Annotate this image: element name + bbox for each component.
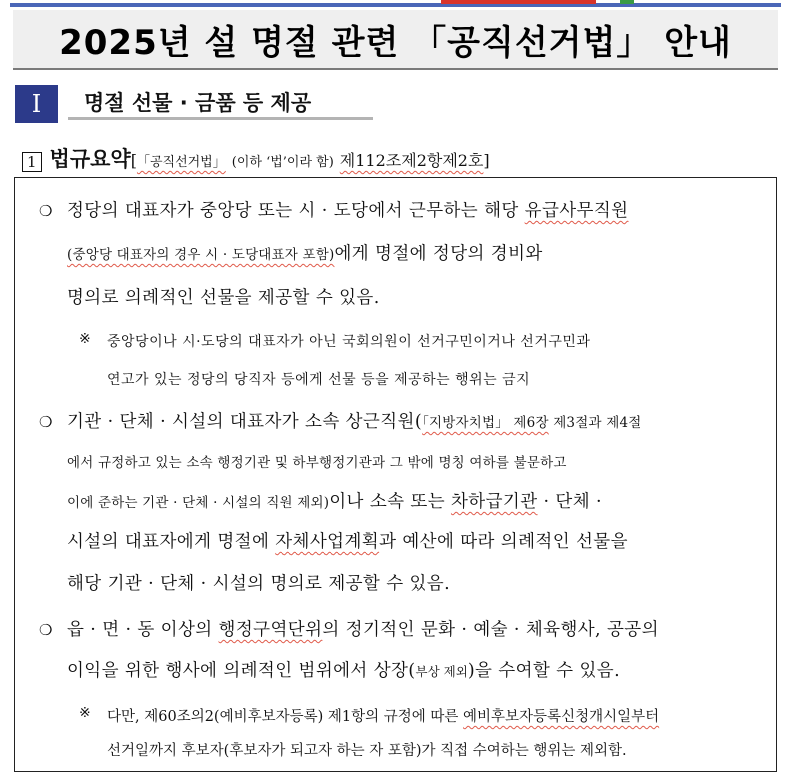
p2-line1 — [67, 408, 641, 433]
law-open-bracket: [ — [130, 151, 137, 170]
p1-line2 — [67, 240, 543, 265]
p2-business-plan: 자체사업계획 — [275, 532, 380, 552]
law-number-box: 1 — [22, 152, 42, 172]
p3-prize-excluded: 부상 제외 — [415, 664, 468, 679]
p3-text: )을 수여할 수 있음. — [467, 661, 621, 681]
p2-text: 제3절과 제4절 — [548, 415, 642, 431]
bullet-circle: ❍ — [39, 413, 53, 431]
note-mark: ※ — [79, 705, 92, 721]
n2-line2: 선거일까지 후보자(후보자가 되고자 하는 자 포함)가 직접 수여하는 행위는 제외함. — [107, 743, 627, 759]
law-name: 「공직선거법」 — [136, 155, 226, 170]
n1-line1: 중앙당이나 시·도당의 대표자가 아닌 국회의원이 선거구민이거나 선거구민과 — [107, 334, 591, 350]
law-content-box — [14, 177, 777, 772]
n1-line2: 연고가 있는 정당의 당직자 등에게 선물 등을 제공하는 행위는 금지 — [107, 372, 531, 388]
p2-line4 — [67, 528, 628, 553]
p3-text: 이익을 위한 행사에 의례적인 범위에서 상장( — [67, 661, 416, 681]
p2-text: 이에 준하는 기관 · 단체 · 시설의 직원 제외) — [67, 495, 330, 511]
p3-line1 — [67, 616, 659, 641]
n2-line1 — [107, 705, 659, 726]
p3-admin-unit: 행정구역단위 — [218, 620, 323, 640]
p2-text: 시설의 대표자에게 명절에 — [67, 532, 276, 552]
p2-line3 — [67, 488, 602, 513]
p2-text: 기관 · 단체 · 시설의 대표자가 소속 상근직원( — [67, 412, 423, 432]
p1-paid-staff: 유급사무직원 — [524, 201, 629, 221]
top-bar-red — [441, 0, 596, 4]
p1-line3: 명의로 의례적인 선물을 제공할 수 있음. — [67, 288, 380, 308]
law-close-bracket: ] — [483, 151, 490, 170]
page-title: 2025년 설 명절 관련 「공직선거법」 안내 — [13, 10, 778, 70]
p2-text: 과 예산에 따라 의례적인 선물을 — [379, 532, 628, 552]
n2-text: 다만, 제60조의2(예비후보자등록) 제1항의 규정에 따른 — [107, 709, 464, 725]
p2-line2: 에서 규정하고 있는 소속 행정기관 및 하부행정기관과 그 밖에 명칭 여하를 불문하고 — [67, 455, 567, 471]
section-number: I — [15, 85, 58, 123]
p3-text: 읍 · 면 · 동 이상의 — [67, 620, 219, 640]
p2-text: 이나 소속 또는 — [329, 492, 451, 512]
n2-preliminary-registration: 예비후보자등록신청개시일부터 — [463, 709, 660, 725]
bullet-circle: ❍ — [39, 202, 53, 220]
law-summary-line — [22, 143, 490, 173]
law-summary-label: 법규요약 — [49, 147, 131, 171]
top-bar-blue — [10, 3, 781, 7]
p1-parenthetical: (중앙당 대표자의 경우 시 · 도당대표자 포함) — [67, 247, 335, 263]
p2-line5: 해당 기관 · 단체 · 시설의 명의로 제공할 수 있음. — [67, 574, 451, 594]
bullet-circle: ❍ — [39, 621, 53, 639]
p2-subordinate-agency: 차하급기관 — [450, 492, 538, 512]
section-header — [13, 84, 373, 126]
p3-text: 의 정기적인 문화 · 예술 · 체육행사, 공공의 — [322, 620, 659, 640]
section-title: 명절 선물 · 금품 등 제공 — [68, 84, 373, 120]
p1-text: 정당의 대표자가 중앙당 또는 시 · 도당에서 근무하는 해당 — [67, 201, 525, 221]
p1-text: 에게 명절에 정당의 경비와 — [334, 244, 543, 264]
p3-line2 — [67, 657, 620, 682]
top-bar-green — [620, 0, 634, 4]
law-abbrev-note: (이하 ‘법’이라 함) — [231, 155, 334, 170]
p2-text: · 단체 · — [537, 492, 602, 512]
p2-local-autonomy-act: 「지방자치법」 제6장 — [422, 415, 549, 431]
p1-line1 — [67, 197, 628, 222]
note-mark: ※ — [79, 331, 92, 347]
law-article: 제112조제2항제2호 — [339, 151, 484, 170]
